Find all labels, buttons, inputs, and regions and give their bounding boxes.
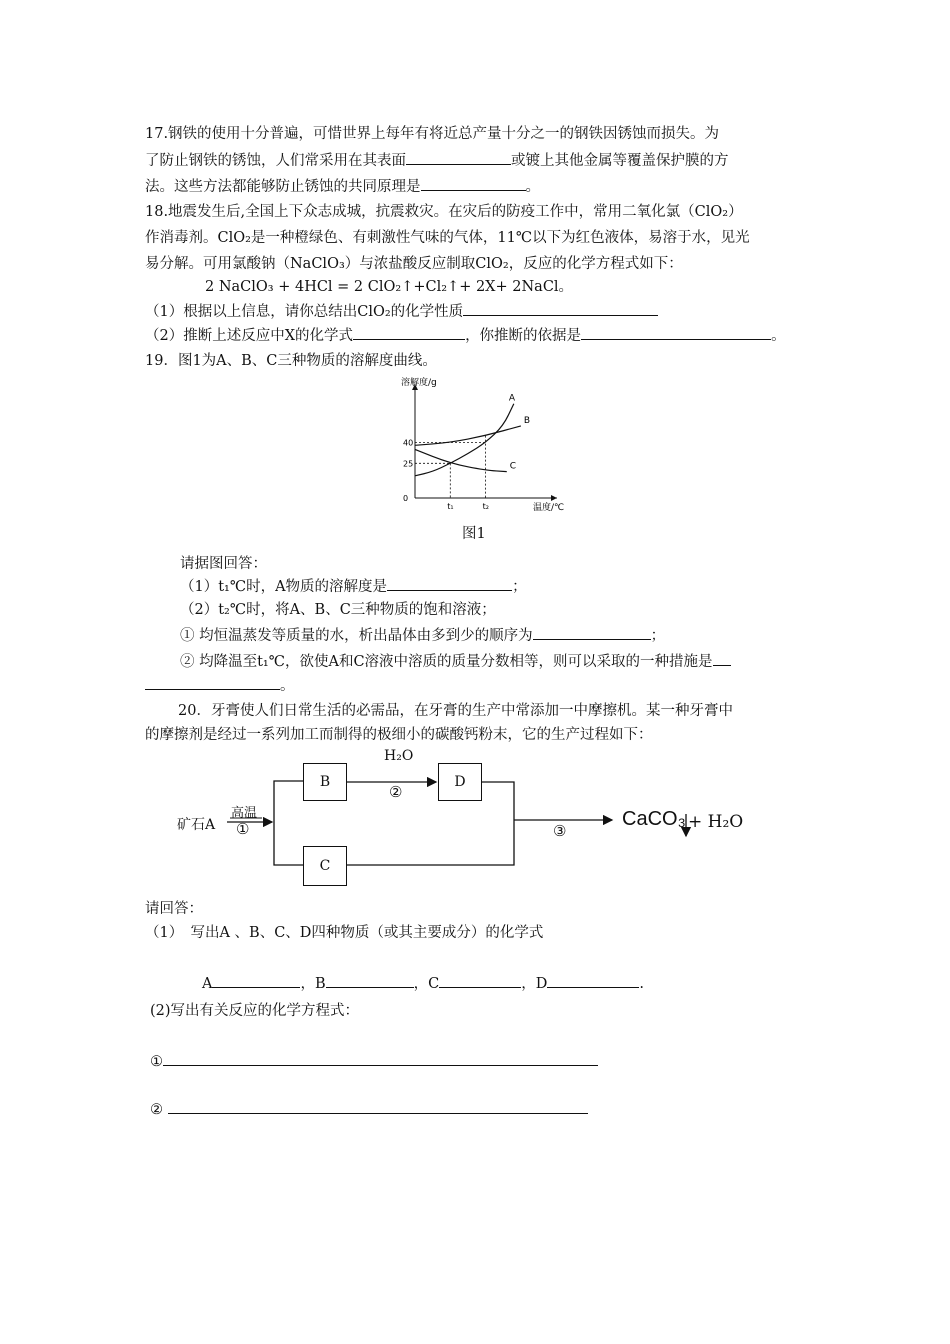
q19-sub2: （2）t₂℃时，将A、B、C三种物质的饱和溶液； <box>180 602 496 618</box>
q18-equation: 2 NaClO₃ + 4HCl = 2 ClO₂↑+Cl₂↑+ 2X+ 2NaCl。 <box>205 279 574 295</box>
label-c: ，C <box>413 976 440 992</box>
q19-sub2-1-text: ① 均恒温蒸发等质量的水，析出晶体由多到少的顺序为 <box>180 628 533 644</box>
step3-label: ③ <box>553 822 567 840</box>
answer-blank-eq2[interactable] <box>168 1098 588 1114</box>
q19-sub2-1-tail: ； <box>650 628 666 644</box>
y-tick-label: 0 <box>403 494 409 503</box>
step1-label: ① <box>236 820 250 838</box>
product-label: CaCO₃ <box>622 808 686 830</box>
q20-line2: 的摩擦剂是经过一系列加工而制得的极细小的碳酸钙粉末，它的生产过程如下： <box>145 727 653 743</box>
q19-sub2-2-tail: 。 <box>280 678 295 694</box>
q17-line2-text: 了防止钢铁的锈蚀，人们常采用在其表面 <box>145 153 406 169</box>
q19-sub1-text: （1）t₁℃时，A物质的溶解度是 <box>180 579 388 595</box>
box-d: D <box>438 763 482 801</box>
q17-line3-tail: 。 <box>525 179 540 195</box>
label-d: ，D <box>521 976 548 992</box>
q19-sub1-tail: ； <box>512 579 527 595</box>
series-label-c: C <box>509 461 517 472</box>
y-axis-label: 溶解度/g <box>401 378 437 388</box>
q19-title: 19．图1为A、B、C三种物质的溶解度曲线。 <box>145 353 437 369</box>
answer-blank-a[interactable] <box>212 972 300 988</box>
q20-formula-line <box>202 972 644 995</box>
box-c: C <box>303 846 347 886</box>
answer-blank-b[interactable] <box>326 972 414 988</box>
q17-line3-text: 法。这些方法都能够防止锈蚀的共同原理是 <box>145 179 421 195</box>
product-plus-label: + H₂O <box>688 812 744 832</box>
q20-sub1: （1） 写出A 、B、C、D四种物质（或其主要成分）的化学式 <box>145 925 544 941</box>
q20-eq2 <box>150 1098 588 1121</box>
answer-blank-c[interactable] <box>439 972 521 988</box>
branch-connector <box>274 781 303 865</box>
label-a: A <box>202 976 213 992</box>
q17-line2-tail: 或镀上其他金属等覆盖保护膜的方 <box>511 153 729 169</box>
y-tick-label: 25 <box>403 459 414 469</box>
box-b: B <box>303 763 347 801</box>
merge-connector <box>346 782 514 865</box>
x-tick-label: t₂ <box>482 502 489 511</box>
q18-line3: 易分解。可用氯酸钠（NaClO₃）与浓盐酸反应制取ClO₂，反应的化学方程式如下： <box>145 256 683 272</box>
water-label: H₂O <box>384 748 414 764</box>
answer-blank-d[interactable] <box>547 972 639 988</box>
q19-sub2-2-text: ② 均降温至t₁℃，欲使A和C溶液中溶质的质量分数相等，则可以采取的一种措施是 <box>180 654 713 670</box>
q20-sub2: (2)写出有关反应的化学方程式： <box>150 1003 360 1019</box>
eq1-label: ① <box>150 1054 163 1070</box>
q17-line1: 17.钢铁的使用十分普遍，可惜世界上每年有将近总产量十分之一的钢铁因锈蚀而损失。为 <box>145 126 720 142</box>
q20-intro: 请回答： <box>145 901 203 917</box>
step2-label: ② <box>389 783 403 801</box>
condition-label: 高温 <box>231 806 258 821</box>
q18-sub2-tail: 。 <box>771 328 786 344</box>
ore-label: 矿石A <box>177 817 216 833</box>
y-tick-label: 40 <box>403 438 414 448</box>
label-b: ，B <box>300 976 326 992</box>
eq2-label: ② <box>150 1102 163 1118</box>
q18-line1: 18.地震发生后,全国上下众志成城，抗震救灾。在灾后的防疫工作中，常用二氧化氯（ClO₂） <box>145 204 743 220</box>
q18-sub1-text: （1）根据以上信息，请你总结出ClO₂的化学性质 <box>145 304 464 320</box>
q20-line1: 20．牙膏使人们日常生活的必需品，在牙膏的生产中常添加一中摩擦机。某一种牙膏中 <box>178 703 733 719</box>
q18-sub2-text: （2）推断上述反应中X的化学式 <box>145 328 354 344</box>
answer-blank-eq1[interactable] <box>163 1050 598 1066</box>
q20-eq1 <box>150 1050 598 1073</box>
label-end: . <box>639 976 644 992</box>
x-tick-label: t₁ <box>447 502 454 511</box>
q19-intro: 请据图回答： <box>180 556 267 572</box>
series-label-b: B <box>523 415 531 426</box>
series-label-a: A <box>508 393 515 404</box>
q18-line2: 作消毒剂。ClO₂是一种橙绿色、有刺激性气味的气体，11℃以下为红色液体，易溶于水，见光 <box>145 230 750 246</box>
q18-sub2-mid: ，你推断的依据是 <box>465 328 582 344</box>
figure-caption: 图1 <box>462 526 486 542</box>
x-axis-label: 温度/℃ <box>533 503 565 513</box>
